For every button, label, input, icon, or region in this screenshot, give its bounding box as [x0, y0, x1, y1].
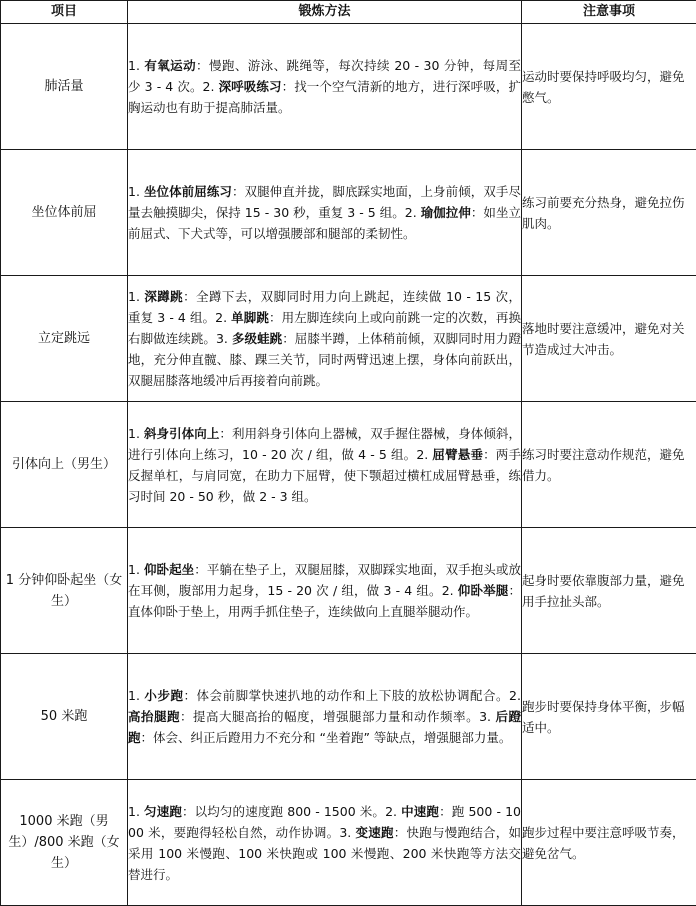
method-term: 多级蛙跳: [232, 331, 282, 346]
method-text: 1.: [128, 58, 144, 73]
table-row: [1, 654, 696, 780]
method-term: 中速跑: [401, 804, 439, 819]
header-row: [1, 1, 696, 24]
method-text: 1.: [128, 562, 144, 577]
header-note: 注意事项: [522, 1, 696, 24]
table-body: [1, 24, 696, 906]
method-text: ：以均匀的速度跑 800 - 1500 米。2.: [182, 804, 401, 819]
method-term: 高抬腿跑: [128, 709, 180, 724]
method-text: 1.: [128, 804, 144, 819]
method-term: 瑜伽拉伸: [421, 205, 471, 220]
method-text: ：快跑与慢跑结合，如采用 100 米慢跑、100 米快跑或 100 米慢跑、200 米快跑等方法交替进行。: [128, 825, 521, 882]
method-text: 1.: [128, 289, 144, 304]
method-text: 1.: [128, 426, 144, 441]
method-text: 1.: [128, 688, 144, 703]
method-term: 变速跑: [356, 825, 394, 840]
method-text: ：屈膝半蹲，上体稍前倾，双脚同时用力蹬地，充分伸直髋、膝、踝三关节，同时两臂迅速上摆，身体向前跃出，双腿屈膝落地缓冲后再接着向前跳。: [128, 331, 521, 388]
item-cell: 1000 米跑（男生）/800 米跑（女生）: [1, 780, 128, 906]
method-text: ：用左脚连续向上或向前跳一定的次数，再换右脚做连续跳。3.: [128, 310, 521, 346]
note-cell: 练习前要充分热身，避免拉伤肌肉。: [522, 150, 696, 276]
method-text: ：平躺在垫子上，双腿屈膝，双脚踩实地面，双手抱头或放在耳侧，腹部用力起身，15 - 20 次 / 组，做 3 - 4 组。2.: [128, 562, 521, 598]
method-term: 有氧运动: [144, 58, 196, 73]
note-cell: 运动时要保持呼吸均匀，避免憋气。: [522, 24, 696, 150]
note-cell: 练习时要注意动作规范，避免借力。: [522, 402, 696, 528]
method-text: ：两手反握单杠，与肩同宽，在助力下屈臂，使下颚超过横杠成屈臂悬垂，练习时间 20 - 50 秒，做 2 - 3 组。: [128, 447, 521, 504]
method-cell: [128, 654, 522, 780]
method-cell: [128, 528, 522, 654]
method-text: ：找一个空气清新的地方，进行深呼吸，扩胸运动也有助于提高肺活量。: [128, 79, 521, 115]
method-cell: [128, 276, 522, 402]
method-term: 后蹬跑: [128, 709, 521, 745]
table-row: [1, 780, 696, 906]
method-cell: [128, 24, 522, 150]
note-cell: 跑步过程中要注意呼吸节奏，避免岔气。: [522, 780, 696, 906]
method-term: 斜身引体向上: [144, 426, 219, 441]
method-term: 深蹲跳: [144, 289, 183, 304]
item-cell: 肺活量: [1, 24, 128, 150]
method-term: 匀速跑: [144, 804, 182, 819]
table-row: [1, 528, 696, 654]
note-cell: 落地时要注意缓冲，避免对关节造成过大冲击。: [522, 276, 696, 402]
method-text: ：利用斜身引体向上器械，双手握住器械，身体倾斜，进行引体向上练习，10 - 20 次 / 组，做 4 - 5 组。2.: [128, 426, 521, 462]
note-cell: 起身时要依靠腹部力量，避免用手拉扯头部。: [522, 528, 696, 654]
header-method: 锻炼方法: [128, 1, 522, 24]
method-text: ：如坐立前屈式、下犬式等，可以增强腰部和腿部的柔韧性。: [128, 205, 521, 241]
method-text: 1.: [128, 184, 144, 199]
header-item: 项目: [1, 1, 128, 24]
method-text: ：跑 500 - 1000 米，要跑得轻松自然，动作协调。3.: [128, 804, 521, 840]
item-cell: 引体向上（男生）: [1, 402, 128, 528]
method-term: 深呼吸练习: [219, 79, 282, 94]
method-text: ：直体仰卧于垫上，用两手抓住垫子，连续做向上直腿举腿动作。: [128, 583, 521, 619]
method-term: 小步跑: [144, 688, 183, 703]
method-text: ：体会、纠正后蹬用力不充分和 “坐着跑” 等缺点，增强腿部力量。: [141, 730, 512, 745]
method-text: ：提高大腿高抬的幅度，增强腿部力量和动作频率。3.: [180, 709, 495, 724]
item-cell: 1 分钟仰卧起坐（女生）: [1, 528, 128, 654]
item-cell: 立定跳远: [1, 276, 128, 402]
method-cell: [128, 780, 522, 906]
method-cell: [128, 150, 522, 276]
method-term: 坐位体前屈练习: [144, 184, 232, 199]
item-cell: 坐位体前屈: [1, 150, 128, 276]
item-cell: 50 米跑: [1, 654, 128, 780]
table-row: [1, 276, 696, 402]
method-term: 仰卧起坐: [144, 562, 194, 577]
method-term: 单脚跳: [231, 310, 269, 325]
table-row: [1, 150, 696, 276]
table-row: [1, 24, 696, 150]
method-text: ：慢跑、游泳、跳绳等，每次持续 20 - 30 分钟，每周至少 3 - 4 次。2.: [128, 58, 521, 94]
method-cell: [128, 402, 522, 528]
note-cell: 跑步时要保持身体平衡，步幅适中。: [522, 654, 696, 780]
method-text: ：体会前脚掌快速扒地的动作和上下肢的放松协调配合。2.: [184, 688, 521, 703]
method-text: ：双腿伸直并拢，脚底踩实地面，上身前倾，双手尽量去触摸脚尖，保持 15 - 30 秒，重复 3 - 5 组。2.: [128, 184, 521, 220]
method-text: ：全蹲下去，双脚同时用力向上跳起，连续做 10 - 15 次，重复 3 - 4 组。2.: [128, 289, 521, 325]
table-row: [1, 402, 696, 528]
method-term: 仰卧举腿: [458, 583, 509, 598]
method-term: 屈臂悬垂: [432, 447, 483, 462]
